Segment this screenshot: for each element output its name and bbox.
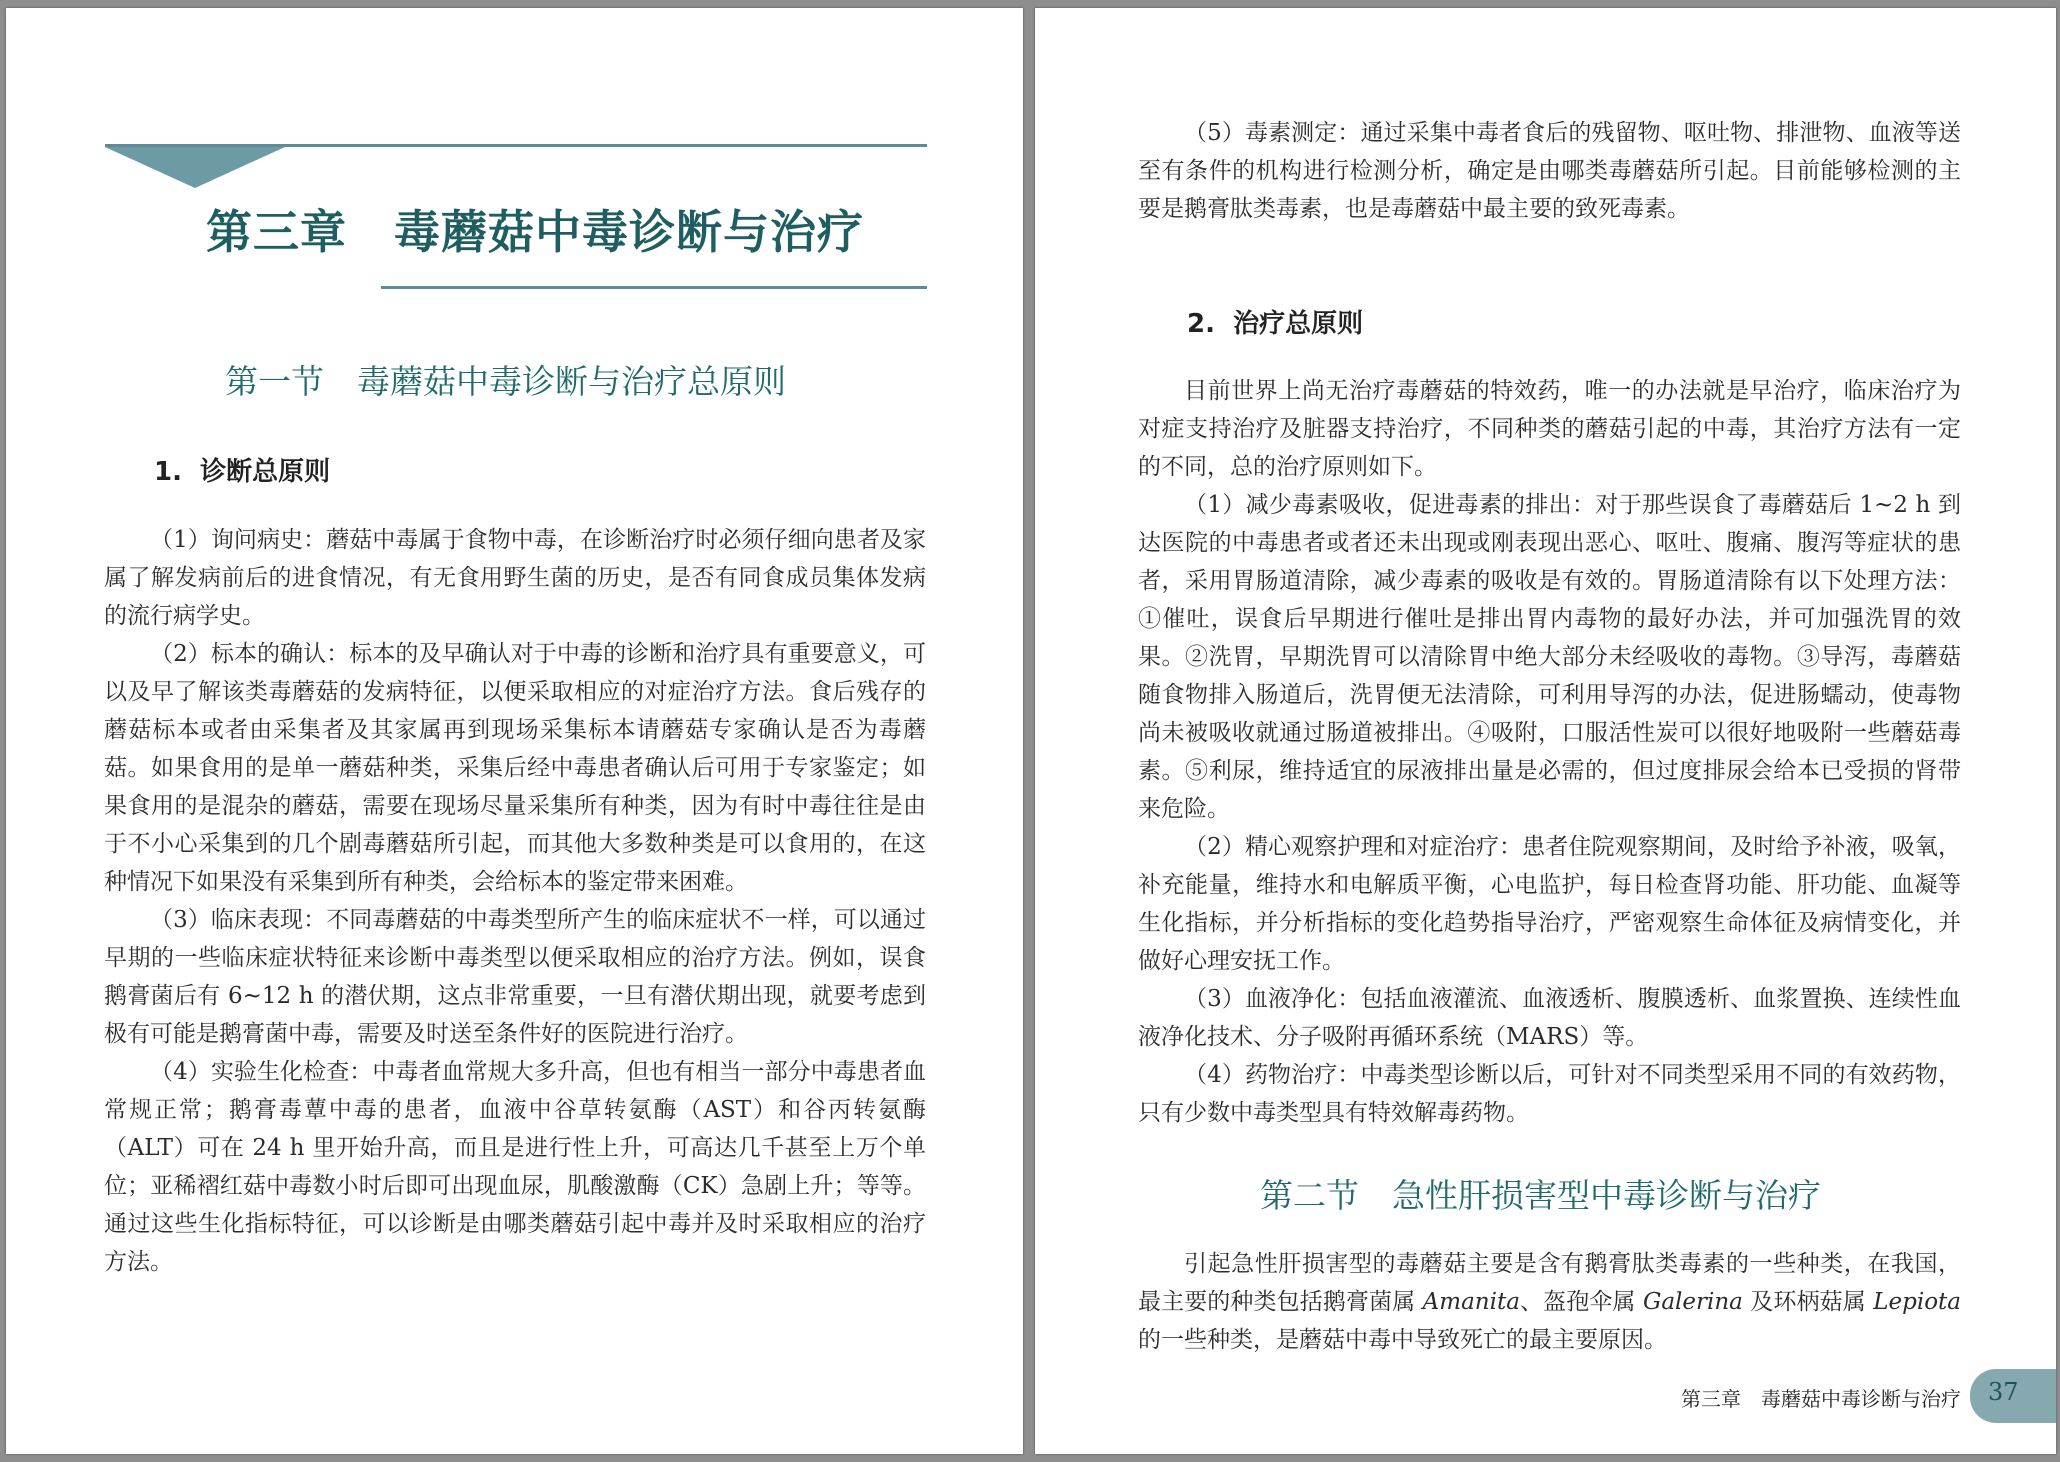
chapter-triangle-ornament	[105, 147, 285, 188]
paragraph: （2）标本的确认：标本的及早确认对于中毒的诊断和治疗具有重要意义，可以及早了解该类毒蘑菇的发病特征，以便采取相应的对症治疗方法。食后残存的蘑菇标本或者由采集者及其家属再到现场采集标本请蘑菇专家确认是否为毒蘑菇。如果食用的是单一蘑菇种类，采集后经中毒患者确认后可用于专家鉴定；如果食用的是混杂的蘑菇，需要在现场尽量采集所有种类，因为有时中毒往往是由于不小心采集到的几个剧毒蘑菇所引起，而其他大多数种类是可以食用的，在这种情况下如果没有采集到所有种类，会给标本的鉴定带来困难。	[104, 641, 926, 895]
genus-name: Amanita	[1422, 1289, 1520, 1315]
paragraph: （5）毒素测定：通过采集中毒者食后的残留物、呕吐物、排泄物、血液等送至有条件的机构进行检测分析，确定是由哪类毒蘑菇所引起。目前能够检测的主要是鹅膏肽类毒素，也是毒蘑菇中最主要的致死毒素。	[1138, 120, 1961, 222]
paragraph: （4）药物治疗：中毒类型诊断以后，可针对不同类型采用不同的有效药物，只有少数中毒类型具有特效解毒药物。	[1138, 1062, 1961, 1126]
page-number-tab	[1970, 1369, 2056, 1423]
paragraph: （3）临床表现：不同毒蘑菇的中毒类型所产生的临床症状不一样，可以通过早期的一些临床症状特征来诊断中毒类型以便采取相应的治疗方法。例如，误食鹅膏菌后有 6~12 h 的潜伏期，这点非常重要，一旦有潜伏期出现，就要考虑到极有可能是鹅膏菌中毒，需要及时送至条件好的医院进行治疗。	[104, 907, 926, 1047]
paragraph: 目前世界上尚无治疗毒蘑菇的特效药，唯一的办法就是早治疗，临床治疗为对症支持治疗及脏器支持治疗，不同种类的蘑菇引起的中毒，其治疗方法有一定的不同，总的治疗原则如下。	[1138, 378, 1961, 480]
paragraph: （1）询问病史：蘑菇中毒属于食物中毒，在诊断治疗时必须仔细向患者及家属了解发病前后的进食情况，有无食用野生菌的历史，是否有同食成员集体发病的流行病学史。	[104, 527, 926, 629]
right-page	[1035, 8, 2056, 1454]
right-body-top	[1138, 114, 1961, 228]
paragraph: （3）血液净化：包括血液灌流、血液透析、腹膜透析、血浆置换、连续性血液净化技术、分子吸附再循环系统（MARS）等。	[1138, 986, 1961, 1050]
right-body-mid	[1138, 372, 1961, 1132]
subhead-diagnosis-principles: 1. 诊断总原则	[154, 457, 331, 487]
page-number: 37	[1988, 1378, 2019, 1406]
chapter-rule-bottom	[381, 286, 927, 289]
subhead-treatment-principles: 2. 治疗总原则	[1187, 309, 1364, 339]
paragraph: （4）实验生化检查：中毒者血常规大多升高，但也有相当一部分中毒患者血常规正常；鹅膏毒蕈中毒的患者，血液中谷草转氨酶（AST）和谷丙转氨酶（ALT）可在 24 h 里开始升高，而且是进行性上升，可高达几千甚至上万个单位；亚稀褶红菇中毒数小时后即可出现血尿，肌酸激酶（CK）急剧上升；等等。通过这些生化指标特征，可以诊断是由哪类蘑菇引起中毒并及时采取相应的治疗方法。	[104, 1059, 926, 1275]
running-footer-title: 第三章 毒蘑菇中毒诊断与治疗	[1681, 1387, 1961, 1411]
left-body-text	[104, 521, 926, 1281]
paragraph: 引起急性肝损害型的毒蘑菇主要是含有鹅膏肽类毒素的一些种类，在我国，最主要的种类包括鹅膏菌属 Amanita、盔孢伞属 Galerina 及环柄菇属 Lepiota 的一些种类，是蘑菇中毒中导致死亡的最主要原因。	[1138, 1251, 1962, 1353]
section-title-2: 第二节 急性肝损害型中毒诊断与治疗	[1260, 1176, 1821, 1215]
paragraph: （2）精心观察护理和对症治疗：患者住院观察期间，及时给予补液，吸氧，补充能量，维持水和电解质平衡，心电监护，每日检查肾功能、肝功能、血凝等生化指标，并分析指标的变化趋势指导治疗，严密观察生命体征及病情变化，并做好心理安抚工作。	[1138, 834, 1961, 974]
paragraph: （1）减少毒素吸收，促进毒素的排出：对于那些误食了毒蘑菇后 1~2 h 到达医院的中毒患者或者还未出现或刚表现出恶心、呕吐、腹痛、腹泻等症状的患者，采用胃肠道清除，减少毒素的吸收是有效的。胃肠道清除有以下处理方法：①催吐，误食后早期进行催吐是排出胃内毒物的最好办法，并可加强洗胃的效果。②洗胃，早期洗胃可以清除胃中绝大部分未经吸收的毒物。③导泻，毒蘑菇随食物排入肠道后，洗胃便无法清除，可利用导泻的办法，促进肠蠕动，使毒物尚未被吸收就通过肠道被排出。④吸附，口服活性炭可以很好地吸附一些蘑菇毒素。⑤利尿，维持适宜的尿液排出量是必需的，但过度排尿会给本已受损的肾带来危险。	[1138, 492, 1961, 822]
left-page	[6, 8, 1023, 1454]
genus-name: Galerina	[1642, 1289, 1743, 1315]
genus-name: Lepiota	[1873, 1289, 1962, 1315]
right-body-bottom	[1138, 1245, 1961, 1359]
chapter-title: 第三章 毒蘑菇中毒诊断与治疗	[206, 205, 864, 259]
section-title-1: 第一节 毒蘑菇中毒诊断与治疗总原则	[225, 362, 786, 401]
